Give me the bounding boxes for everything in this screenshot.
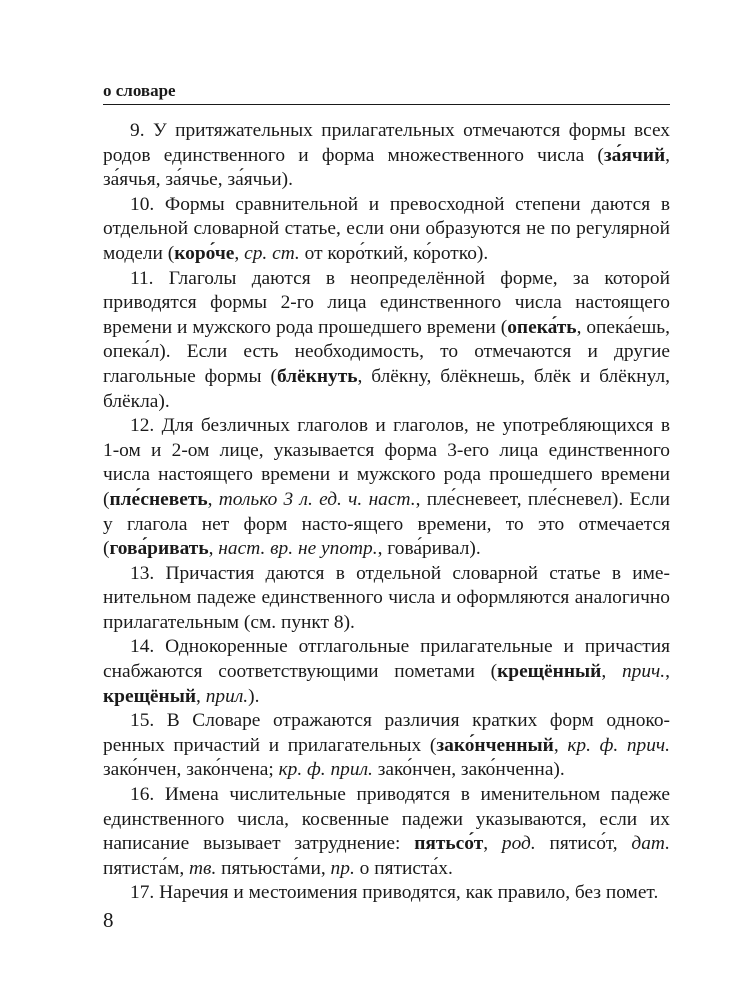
paragraph-10 bbox=[103, 193, 670, 267]
text-run: 13. Причастия даются в отдельной словарной статье в именительном падеже единственного числа и оформляются аналогично прилагательным (см. пункт 8). bbox=[103, 562, 670, 633]
text-run: , bbox=[483, 833, 502, 855]
headword: гова́ривать bbox=[109, 538, 209, 560]
grammar-label: кр. ф. прич. bbox=[567, 734, 671, 756]
grammar-label: только 3 л. ед. ч. наст. bbox=[218, 488, 416, 510]
headword: зако́нченный bbox=[436, 734, 554, 756]
text-run: 9. У притяжательных прилагательных отмечаются формы всех родов единственного и форма множественного числа ( bbox=[103, 120, 670, 166]
text-run: , bbox=[601, 661, 622, 683]
paragraph-15 bbox=[103, 709, 670, 783]
grammar-label: прил. bbox=[205, 685, 249, 707]
headword: коро́че bbox=[174, 242, 235, 264]
paragraph-13 bbox=[103, 562, 670, 636]
text-run: , bbox=[208, 538, 219, 560]
text-run: 12. Для безличных глаголов и глаголов, не употребляющихся в 1-ом и 2-ом лице, указывается форма 3-его лица единственного числа настоящего времени и мужского рода прошедшего времени ( bbox=[103, 415, 670, 510]
grammar-label: род. bbox=[501, 833, 536, 855]
grammar-label: ср. ст. bbox=[244, 242, 300, 264]
text-run: , гова́ривал). bbox=[377, 538, 481, 560]
text-run: пятиста́м, bbox=[103, 857, 190, 879]
text-run: 17. Наречия и местоимения приводятся, как правило, без помет. bbox=[130, 882, 659, 904]
text-run: , bbox=[234, 242, 245, 264]
headword: за́ячий bbox=[603, 144, 666, 166]
headword: блёкнуть bbox=[276, 365, 358, 387]
paragraph-9 bbox=[103, 119, 670, 193]
grammar-label: наст. вр. не употр. bbox=[218, 538, 378, 560]
text-run: зако́нчен, зако́нчена; bbox=[103, 759, 279, 781]
paragraph-17 bbox=[103, 881, 670, 906]
page-number: 8 bbox=[103, 908, 114, 932]
text-run: пятисо́т, bbox=[535, 833, 632, 855]
text-run: , пле́сневеет, пле́сневел). Если у глагола нет форм насто-ящего времени, то это отмечается ( bbox=[103, 488, 670, 560]
grammar-label: тв. bbox=[189, 857, 217, 879]
text-run: 16. Имена числительные приводятся в именительном падеже единственного числа, косвенные падежи указываются, если их написание вызывает затруднение: bbox=[103, 784, 670, 855]
text-run: , bbox=[207, 488, 219, 510]
running-header bbox=[103, 78, 670, 105]
grammar-label: пр. bbox=[330, 857, 355, 879]
text-run: , блёкну, блёкнешь, блёк и блёкнул, блёкла). bbox=[103, 365, 670, 412]
paragraph-12 bbox=[103, 414, 670, 562]
text-run: , bbox=[553, 734, 568, 756]
header-title: о словаре bbox=[103, 81, 176, 100]
text-run: , bbox=[196, 685, 206, 707]
text-run: ). bbox=[248, 685, 260, 707]
text-run: о пятиста́х. bbox=[354, 857, 453, 879]
headword: пятьсо́т bbox=[414, 833, 484, 855]
headword: крещёный bbox=[103, 685, 197, 707]
text-run: 15. В Словаре отражаются различия кратких форм однокоренных причастий и прилагательных ( bbox=[103, 710, 670, 756]
paragraph-14 bbox=[103, 635, 670, 709]
headword: опека́ть bbox=[507, 316, 577, 338]
headword: крещённый bbox=[497, 661, 602, 683]
grammar-label: прич. bbox=[621, 661, 666, 683]
text-run: 10. Формы сравнительной и превосходной степени даются в отдельной словарной статье, если они образуются не по регулярной модели ( bbox=[103, 193, 670, 264]
page-body bbox=[103, 119, 670, 906]
text-run: , за́ячья, за́ячье, за́ячьи). bbox=[103, 144, 670, 191]
text-run: , bbox=[665, 661, 670, 683]
text-run: пятьюста́ми, bbox=[216, 857, 331, 879]
text-run: 11. Глаголы даются в неопределённой форме, за которой приводятся формы 2-го лица единственного числа настоящего времени и мужского рода прошедшего времени ( bbox=[103, 267, 670, 338]
text-run: , опека́ешь, опека́л). Если есть необходимость, то отмечаются и другие глагольные формы ( bbox=[103, 316, 670, 387]
text-run: от коро́ткий, ко́ротко). bbox=[299, 242, 489, 264]
grammar-label: дат. bbox=[631, 833, 670, 855]
paragraph-16 bbox=[103, 783, 670, 881]
text-run: 14. Однокоренные отглагольные прилагательные и причастия снабжаются соответствующими пометами ( bbox=[103, 636, 670, 683]
text-run: зако́нчен, зако́нченна). bbox=[372, 759, 565, 781]
grammar-label: кр. ф. прил. bbox=[278, 759, 373, 781]
headword: пле́сневеть bbox=[109, 488, 208, 510]
paragraph-11 bbox=[103, 267, 670, 415]
